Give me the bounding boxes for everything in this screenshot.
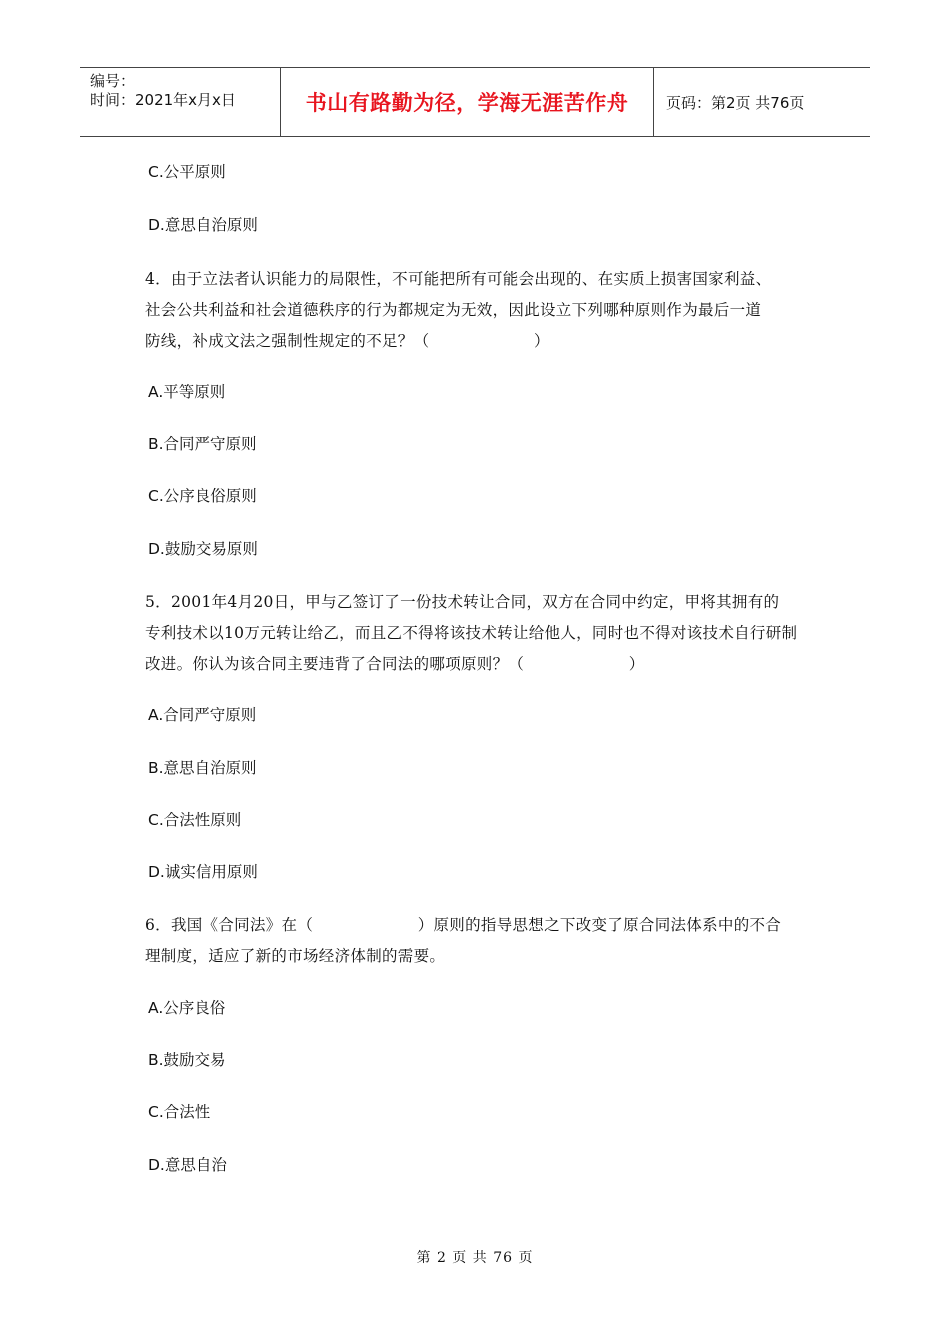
question-text-line: 5．2001年4月20日，甲与乙签订了一份技术转让合同，双方在合同中约定，甲将其拥有的 [145, 593, 780, 611]
option-item: C.公平原则 [148, 163, 226, 181]
option-item: C.公序良俗原则 [148, 487, 257, 505]
option-item: B.意思自治原则 [148, 759, 257, 777]
option-item: B.合同严守原则 [148, 435, 257, 453]
header-page-info [665, 68, 870, 136]
question-text-line: 4．由于立法者认识能力的局限性，不可能把所有可能会出现的、在实质上损害国家利益、 [145, 270, 772, 288]
question-text-line: 社会公共利益和社会道德秩序的行为都规定为无效，因此设立下列哪种原则作为最后一道 [145, 301, 762, 319]
question-text-line: 专利技术以10万元转让给乙，而且乙不得将该技术转让给他人，同时也不得对该技术自行研制 [145, 624, 798, 642]
option-item: A.平等原则 [148, 383, 226, 401]
date-label: 时间：2021年x月x日 [90, 91, 236, 109]
header-motto: 书山有路勤为径，学海无涯苦作舟 [281, 68, 654, 136]
option-item: A.合同严守原则 [148, 706, 257, 724]
page-info-text: 页码：第2页 共76页 [666, 93, 805, 112]
question-text-line: 防线，补成文法之强制性规定的不足？（ ） [145, 332, 550, 350]
option-item: B.鼓励交易 [148, 1051, 226, 1069]
question-text-line: 理制度，适应了新的市场经济体制的需要。 [145, 947, 446, 965]
page-header [80, 67, 870, 137]
question-text-line: 改进。你认为该合同主要违背了合同法的哪项原则？（ ） [145, 655, 645, 673]
serial-number-label: 编号： [90, 72, 136, 90]
option-item: C.合法性 [148, 1103, 211, 1121]
header-meta-cell [80, 68, 281, 136]
option-item: D.意思自治 [148, 1156, 227, 1174]
option-item: A.公序良俗 [148, 999, 226, 1017]
question-text-line: 6．我国《合同法》在（ ）原则的指导思想之下改变了原合同法体系中的不合 [145, 916, 782, 934]
option-item: D.诚实信用原则 [148, 863, 258, 881]
option-item: D.意思自治原则 [148, 216, 258, 234]
page-footer: 第 2 页 共 76 页 [416, 1250, 534, 1266]
option-item: D.鼓励交易原则 [148, 540, 258, 558]
option-item: C.合法性原则 [148, 811, 242, 829]
